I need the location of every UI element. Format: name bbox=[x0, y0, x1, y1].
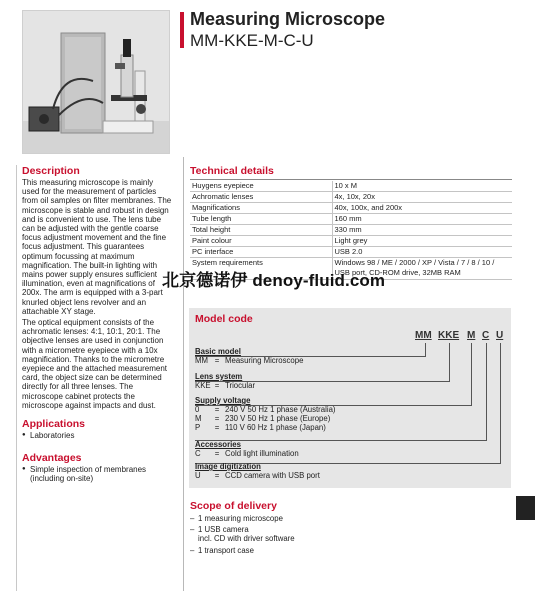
equals-sign: = bbox=[214, 449, 220, 458]
option-row bbox=[195, 471, 320, 480]
list-item bbox=[190, 525, 295, 543]
model-code-panel bbox=[189, 308, 511, 488]
code-letter-basic: MM bbox=[415, 330, 432, 341]
spec-value: 160 mm bbox=[332, 214, 512, 225]
watermark-text: 北京德诺伊 denoy-fluid.com bbox=[162, 271, 386, 290]
scope-item-text: 1 measuring microscope bbox=[198, 514, 283, 523]
left-margin-rule bbox=[16, 165, 17, 591]
spec-label: System requirements bbox=[190, 258, 332, 280]
option-row bbox=[195, 405, 336, 414]
model-number: MM-KKE-M-C-U bbox=[190, 31, 314, 50]
option-code: KKE bbox=[195, 381, 211, 390]
table-row bbox=[190, 181, 512, 192]
table-row bbox=[190, 236, 512, 247]
code-letter-lens: KKE bbox=[438, 330, 460, 341]
spec-label: Magnifications bbox=[190, 203, 332, 214]
microscope-illustration bbox=[23, 11, 170, 154]
model-group-basic bbox=[195, 347, 303, 365]
technical-heading: Technical details bbox=[190, 165, 274, 177]
description-text bbox=[22, 178, 172, 410]
code-letter-accessory: C bbox=[482, 330, 490, 341]
equals-sign: = bbox=[214, 414, 220, 423]
scope-item-text: 1 transport case bbox=[198, 545, 254, 555]
model-group-digitization bbox=[195, 462, 320, 480]
option-text: Cold light illumination bbox=[225, 449, 299, 458]
list-item bbox=[190, 546, 295, 555]
spec-value: USB 2.0 bbox=[332, 247, 512, 258]
table-row bbox=[190, 214, 512, 225]
option-row bbox=[195, 414, 336, 423]
option-text: Measuring Microscope bbox=[225, 356, 304, 365]
left-column bbox=[22, 165, 172, 484]
option-text: 110 V 60 Hz 1 phase (Japan) bbox=[225, 423, 326, 432]
equals-sign: = bbox=[214, 381, 220, 390]
group-title: Accessories bbox=[195, 440, 241, 449]
spec-label: Huygens eyepiece bbox=[190, 181, 332, 192]
option-row bbox=[195, 449, 299, 458]
table-row bbox=[190, 225, 512, 236]
code-letter-digitization: U bbox=[496, 330, 504, 341]
equals-sign: = bbox=[214, 471, 220, 480]
spec-value: 330 mm bbox=[332, 225, 512, 236]
leader-line bbox=[486, 343, 487, 440]
option-code: MM bbox=[195, 356, 208, 365]
applications-list bbox=[22, 431, 172, 440]
column-divider bbox=[183, 157, 184, 591]
model-group-accessories bbox=[195, 440, 299, 458]
option-row bbox=[195, 423, 336, 432]
option-row bbox=[195, 356, 303, 365]
scope-item-subtext: incl. CD with driver software bbox=[198, 534, 295, 544]
spec-label: Paint colour bbox=[190, 236, 332, 247]
list-item: ● Simple inspection of membranes (including on-site) bbox=[22, 465, 172, 483]
option-text: 240 V 50 Hz 1 phase (Australia) bbox=[225, 405, 336, 414]
leader-line bbox=[500, 343, 501, 463]
spec-value: Windows 98 / ME / 2000 / XP / Vista / 7 / 8 / 10 / USB port, CD-ROM drive, 32MB RAM bbox=[332, 258, 512, 280]
option-row bbox=[195, 381, 255, 390]
page-title: Measuring Microscope bbox=[190, 9, 386, 29]
option-code: 0 bbox=[195, 405, 200, 414]
scope-list bbox=[190, 514, 295, 557]
spec-value: Light grey bbox=[332, 236, 512, 247]
technical-rule bbox=[190, 179, 512, 180]
advantages-list bbox=[22, 465, 172, 483]
equals-sign: = bbox=[214, 356, 220, 365]
spec-label: Achromatic lenses bbox=[190, 192, 332, 203]
group-title: Basic model bbox=[195, 347, 241, 356]
model-group-lens bbox=[195, 372, 255, 390]
option-code: M bbox=[195, 414, 202, 423]
table-row bbox=[190, 192, 512, 203]
page-tab-marker bbox=[516, 496, 535, 520]
group-title: Lens system bbox=[195, 372, 243, 381]
group-title: Image digitization bbox=[195, 462, 261, 471]
applications-heading: Applications bbox=[22, 418, 86, 431]
spec-value: 40x, 100x, and 200x bbox=[332, 203, 512, 214]
description-paragraph: This measuring microscope is mainly used for the measurement of particles from oil samples on filter membranes. The microscope is stable and robust in design and is convenient to use. The lens tube can be adjusted with the gentle coarse focus adjustment movement and the fine focus adjustment. This guarantees optimum focussing at maximum magnification. The built-in lighting with mains power supply ensures sufficient illumination, even at magnifications of 200x. The arm is equipped with a 3-part knurled object lens revolver and an attachable XY stage. bbox=[22, 178, 172, 316]
spec-label: Tube length bbox=[190, 214, 332, 225]
list-item: ● Laboratories bbox=[22, 431, 172, 440]
table-row bbox=[190, 203, 512, 214]
option-code: C bbox=[195, 449, 201, 458]
group-title: Supply voltage bbox=[195, 396, 251, 405]
description-heading: Description bbox=[22, 165, 80, 177]
description-paragraph: The optical equipment consists of the achromatic lenses: 4:1, 10:1, 20:1. The objective lenses are used in conjunction with a micrometre eyepiece with a 10x magnification. Thanks to the micrometre eyepiece and the attached measurement card, the object size can be determined directly for all three lenses. The microscope cabinet protects the microscope against impacts and dust. bbox=[22, 318, 167, 410]
spec-value: 10 x M bbox=[332, 181, 512, 192]
title-accent-bar bbox=[180, 12, 184, 48]
advantages-heading: Advantages bbox=[22, 452, 82, 465]
equals-sign: = bbox=[214, 423, 220, 432]
code-letter-voltage: M bbox=[467, 330, 476, 341]
model-code-heading: Model code bbox=[195, 313, 253, 325]
list-item bbox=[190, 514, 295, 523]
equals-sign: = bbox=[214, 405, 220, 414]
option-text: 230 V 50 Hz 1 phase (Europe) bbox=[225, 414, 331, 423]
option-text: Triocular bbox=[225, 381, 256, 390]
option-code: P bbox=[195, 423, 201, 432]
option-code: U bbox=[195, 471, 201, 480]
product-photo bbox=[22, 10, 170, 154]
model-group-voltage bbox=[195, 396, 336, 432]
leader-line bbox=[471, 343, 472, 405]
table-row bbox=[190, 247, 512, 258]
spec-label: PC interface bbox=[190, 247, 332, 258]
spec-value: 4x, 10x, 20x bbox=[332, 192, 512, 203]
leader-line bbox=[449, 343, 450, 381]
spec-label: Total height bbox=[190, 225, 332, 236]
scope-heading: Scope of delivery bbox=[190, 500, 277, 512]
scope-item-text: 1 USB camera bbox=[198, 525, 249, 535]
option-text: CCD camera with USB port bbox=[225, 471, 320, 480]
leader-line bbox=[425, 343, 426, 356]
